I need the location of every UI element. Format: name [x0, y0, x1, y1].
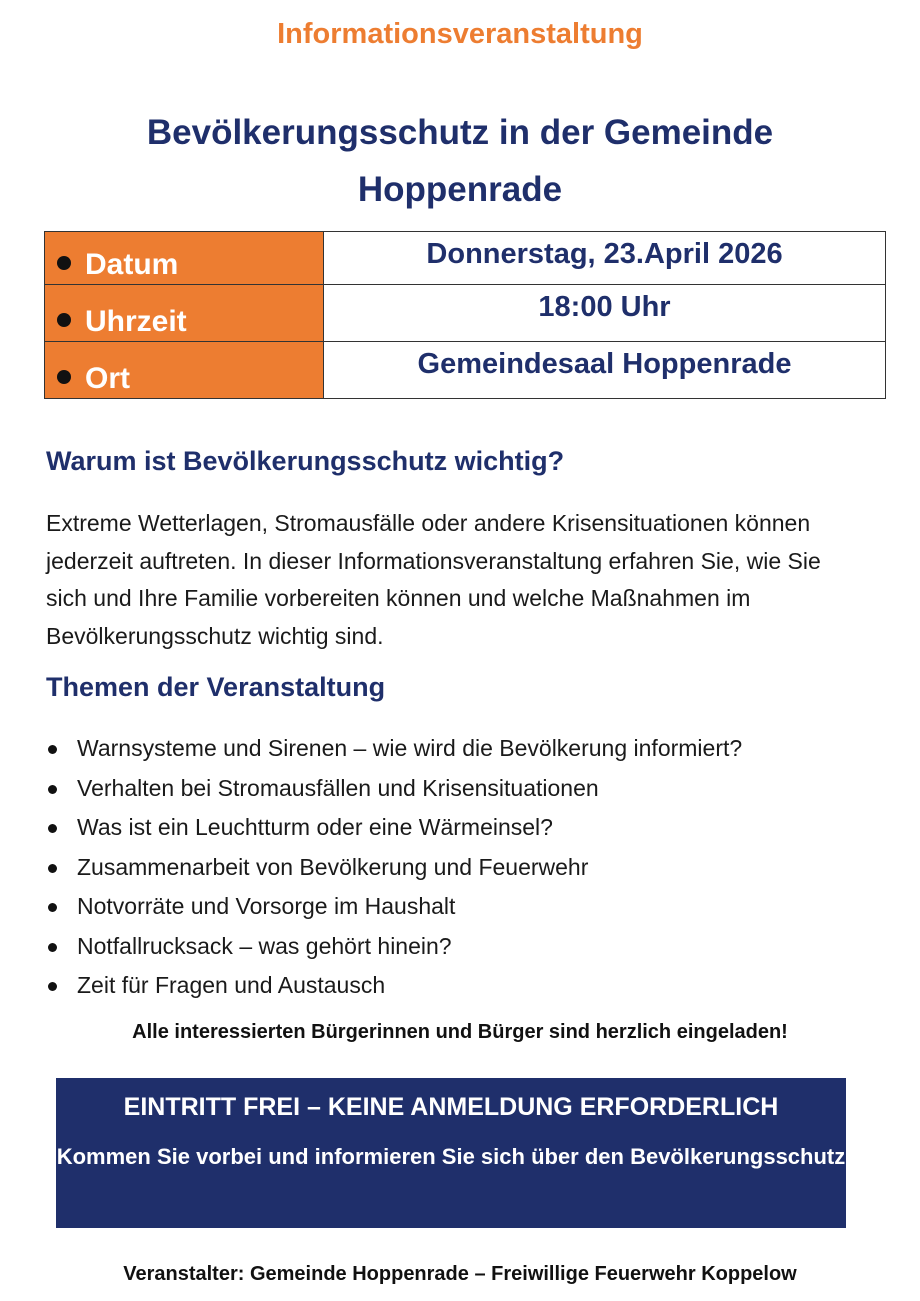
details-value-date: Donnerstag, 23.April 2026 [324, 232, 886, 285]
details-row-date [45, 232, 886, 285]
bullet-icon [57, 313, 71, 327]
details-value-location: Gemeindesaal Hoppenrade [324, 342, 886, 399]
list-item: Verhalten bei Stromausfällen und Krisensituationen [46, 769, 742, 809]
invitation-text: Alle interessierten Bürgerinnen und Bürger sind herzlich eingeladen! [132, 1021, 788, 1043]
event-type-kicker: Informationsveranstaltung [277, 18, 643, 50]
banner-subline: Kommen Sie vorbei und informieren Sie sich über den Bevölkerungsschutz [56, 1144, 846, 1169]
free-entry-banner [56, 1078, 846, 1228]
banner-headline: EINTRITT FREI – KEINE ANMELDUNG ERFORDERLICH [123, 1093, 779, 1121]
list-item: Notfallrucksack – was gehört hinein? [46, 927, 742, 967]
topics-list [46, 729, 742, 1006]
details-label-time: Uhrzeit [85, 305, 187, 338]
details-label-cell [45, 285, 324, 342]
bullet-icon [57, 256, 71, 270]
organizer-footer: Veranstalter: Gemeinde Hoppenrade – Freiwillige Feuerwehr Koppelow [123, 1263, 797, 1285]
list-item: Warnsysteme und Sirenen – wie wird die Bevölkerung informiert? [46, 729, 742, 769]
page-title: Bevölkerungsschutz in der Gemeinde Hoppenrade [146, 113, 774, 209]
bullet-icon [57, 370, 71, 384]
details-row-location [45, 342, 886, 399]
list-item: Notvorräte und Vorsorge im Haushalt [46, 887, 742, 927]
why-paragraph: Extreme Wetterlagen, Stromausfälle oder andere Krisensituationen können jederzeit auftreten. In dieser Informationsveranstaltung erfahren Sie, wie Sie sich und Ihre Familie vorbereiten können und welche Maßnahmen im Bevölkerungsschutz wichtig sind. [46, 510, 821, 649]
event-details-table [44, 231, 886, 399]
details-row-time [45, 285, 886, 342]
details-label-cell [45, 342, 324, 399]
details-label-location: Ort [85, 362, 130, 395]
topics-heading: Themen der Veranstaltung [46, 672, 386, 702]
list-item: Zusammenarbeit von Bevölkerung und Feuerwehr [46, 848, 742, 888]
list-item: Was ist ein Leuchtturm oder eine Wärmeinsel? [46, 808, 742, 848]
list-item: Zeit für Fragen und Austausch [46, 966, 742, 1006]
details-label-cell [45, 232, 324, 285]
why-heading: Warum ist Bevölkerungsschutz wichtig? [46, 446, 565, 476]
details-value-time: 18:00 Uhr [324, 285, 886, 342]
details-label-date: Datum [85, 248, 179, 281]
